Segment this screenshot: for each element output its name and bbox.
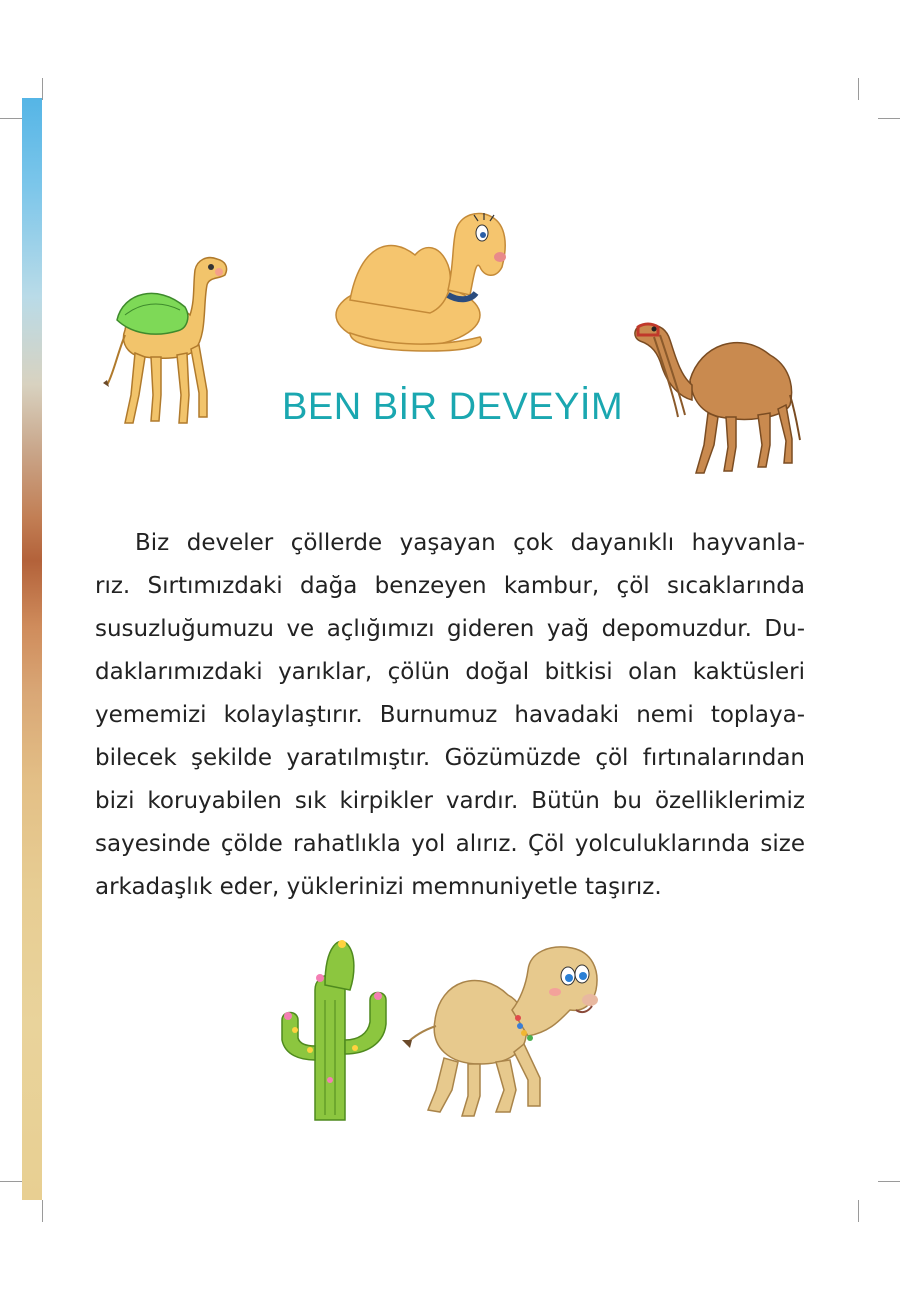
paragraph-line: Biz develer çöllerde yaşayan çok dayanıklı hayvanla-: [135, 530, 805, 556]
crop-mark: [858, 78, 859, 100]
desert-side-strip: [22, 98, 42, 1200]
paragraph-line: daklarımızdaki yarıklar, çölün doğal bitkisi olan kaktüsleri: [95, 659, 805, 685]
paragraph-line: susuzluğumuzu ve açlığımızı gideren yağ depomuzdur. Du-: [95, 616, 805, 642]
camel-with-green-saddle-illustration: [95, 245, 235, 435]
paragraph-line: bilecek şekilde yaratılmıştır. Gözümüzde çöl fırtınalarından: [95, 745, 805, 771]
paragraph-line: bizi koruyabilen sık kirpikler vardır. Bütün bu özelliklerimiz: [95, 788, 805, 814]
paragraph-line: arkadaşlık eder, yüklerinizi memnuniyetle taşırız.: [95, 874, 662, 900]
crop-mark: [858, 1200, 859, 1222]
crop-mark: [878, 118, 900, 119]
body-paragraph: [95, 522, 805, 909]
paragraph-line: sayesinde çölde rahatlıkla yol alırız. Çöl yolculuklarında size: [95, 831, 805, 857]
crop-mark: [878, 1181, 900, 1182]
brown-camel-with-halter-illustration: [630, 305, 805, 480]
crop-mark: [0, 1181, 22, 1182]
crop-mark: [42, 1200, 43, 1222]
page-title: BEN BİR DEVEYİM: [282, 386, 624, 428]
resting-camel-illustration: [330, 205, 515, 355]
paragraph-line: rız. Sırtımızdaki dağa benzeyen kambur, çöl sıcaklarında: [95, 573, 805, 599]
smiling-camel-illustration: [400, 940, 610, 1125]
paragraph-line: yememizi kolaylaştırır. Burnumuz havadaki nemi toplaya-: [95, 702, 805, 728]
crop-mark: [0, 118, 22, 119]
cactus-illustration: [270, 930, 390, 1125]
crop-mark: [42, 78, 43, 100]
